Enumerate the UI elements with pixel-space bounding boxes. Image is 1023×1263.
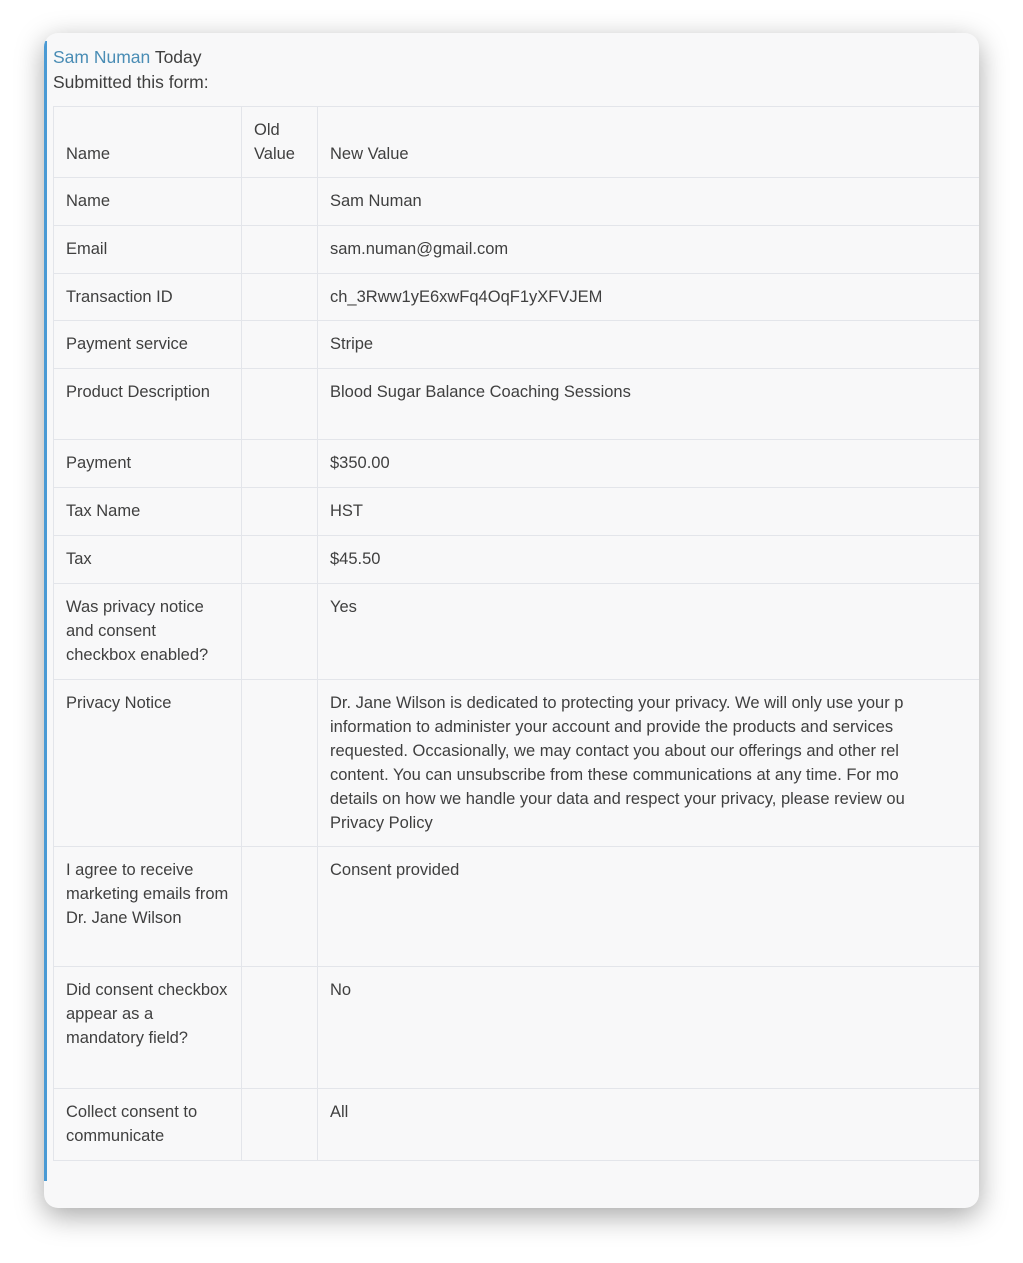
- submission-table: [53, 106, 979, 1161]
- subtitle: Submitted this form:: [53, 72, 209, 92]
- field-name: Privacy Notice: [54, 680, 242, 847]
- column-header-old-value: Old Value: [242, 107, 318, 178]
- field-name: Tax: [54, 536, 242, 584]
- field-name: Payment: [54, 440, 242, 488]
- table-header-row: [54, 107, 980, 178]
- field-name: Tax Name: [54, 488, 242, 536]
- field-name: Was privacy notice and consent checkbox enabled?: [54, 584, 242, 680]
- new-value: $45.50: [318, 536, 980, 584]
- old-value: [242, 680, 318, 847]
- column-header-new-value: New Value: [318, 107, 980, 178]
- field-name: Product Description: [54, 369, 242, 440]
- old-value: [242, 967, 318, 1089]
- field-name: Name: [54, 178, 242, 226]
- table-row: [54, 536, 980, 584]
- field-name: Collect consent to communicate: [54, 1089, 242, 1161]
- activity-header: [53, 45, 209, 95]
- new-value-line: requested. Occasionally, we may contact you about our offerings and other rel: [330, 742, 899, 760]
- new-value: No: [318, 967, 980, 1089]
- new-value: $350.00: [318, 440, 980, 488]
- table-row: [54, 1089, 980, 1161]
- field-name: I agree to receive marketing emails from Dr. Jane Wilson: [54, 847, 242, 967]
- new-value-line: content. You can unsubscribe from these communications at any time. For mo: [330, 766, 899, 784]
- new-value: Sam Numan: [318, 178, 980, 226]
- old-value: [242, 536, 318, 584]
- field-name: Email: [54, 226, 242, 274]
- field-name: Did consent checkbox appear as a mandatory field?: [54, 967, 242, 1089]
- new-value: [318, 680, 980, 847]
- new-value: Yes: [318, 584, 980, 680]
- new-value: All: [318, 1089, 980, 1161]
- table-row: [54, 178, 980, 226]
- old-value: [242, 1089, 318, 1161]
- old-value: [242, 369, 318, 440]
- table-row: [54, 847, 980, 967]
- new-value-line: Dr. Jane Wilson is dedicated to protecting your privacy. We will only use your p: [330, 694, 904, 712]
- old-value: [242, 274, 318, 321]
- field-name: Payment service: [54, 321, 242, 369]
- new-value: sam.numan@gmail.com: [318, 226, 980, 274]
- new-value-line: information to administer your account and provide the products and services: [330, 718, 894, 736]
- old-value: [242, 178, 318, 226]
- old-value: [242, 488, 318, 536]
- new-value: Stripe: [318, 321, 980, 369]
- table-row: [54, 584, 980, 680]
- new-value: Consent provided: [318, 847, 980, 967]
- table-row: [54, 967, 980, 1089]
- table-row: [54, 440, 980, 488]
- new-value-line: details on how we handle your data and respect your privacy, please review ou: [330, 790, 905, 808]
- new-value: HST: [318, 488, 980, 536]
- old-value: [242, 226, 318, 274]
- old-value: [242, 584, 318, 680]
- table-row: [54, 369, 980, 440]
- old-value: [242, 440, 318, 488]
- new-value-line: Privacy Policy: [330, 814, 433, 832]
- table-row: [54, 226, 980, 274]
- table-row: [54, 488, 980, 536]
- table-row: [54, 680, 980, 847]
- field-name: Transaction ID: [54, 274, 242, 321]
- old-value: [242, 847, 318, 967]
- author-link[interactable]: Sam Numan: [53, 47, 151, 67]
- old-value: [242, 321, 318, 369]
- table-row: [54, 321, 980, 369]
- table-row: [54, 274, 980, 321]
- accent-bar: [44, 41, 47, 1181]
- new-value: ch_3Rww1yE6xwFq4OqF1yXFVJEM: [318, 274, 980, 321]
- timestamp: Today: [154, 47, 202, 67]
- form-submission-card: [44, 33, 979, 1208]
- column-header-name: Name: [54, 107, 242, 178]
- new-value: Blood Sugar Balance Coaching Sessions: [318, 369, 980, 440]
